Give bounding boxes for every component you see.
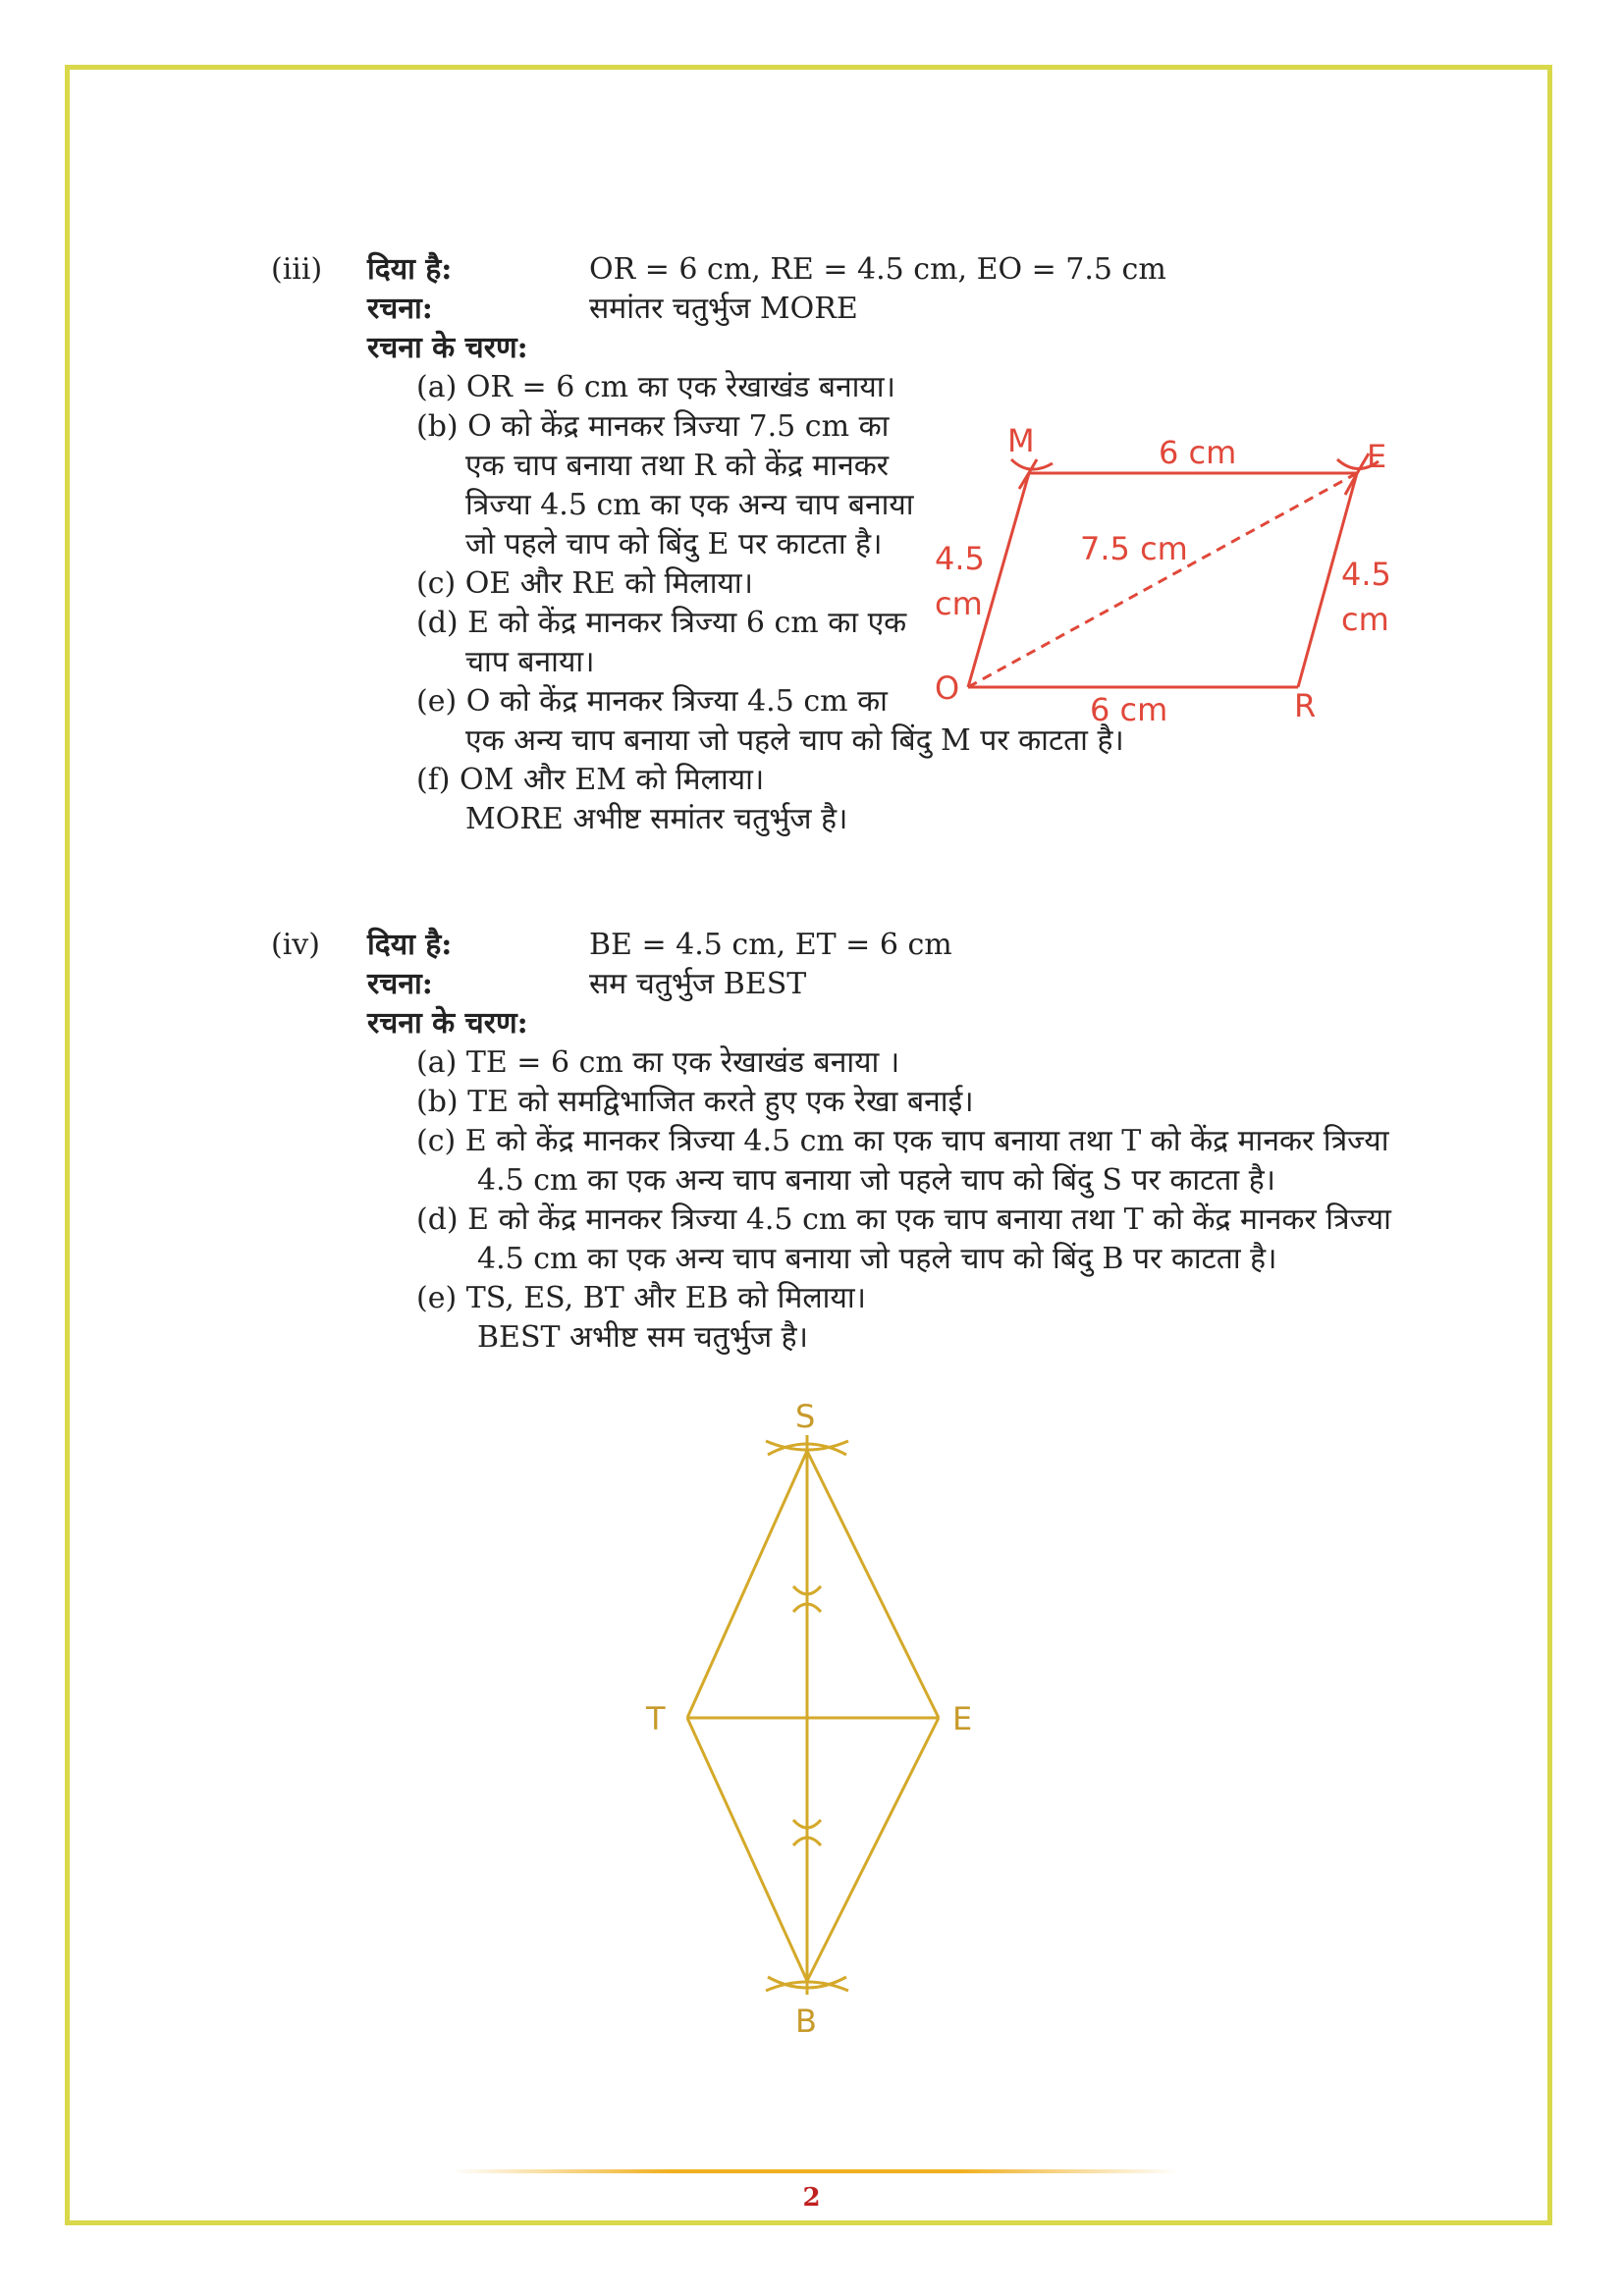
step-line: चाप बनाया। [465, 645, 595, 679]
side-eb [807, 1718, 939, 1981]
step-line: (d) E को केंद्र मानकर त्रिज्या 4.5 cm का एक चाप बनाया तथा T को केंद्र मानकर त्रिज्या [416, 1202, 1391, 1237]
side-es [807, 1451, 939, 1718]
step-line: (e) O को केंद्र मानकर त्रिज्या 4.5 cm का [416, 684, 888, 719]
vertex-label-m: M [1007, 422, 1035, 459]
step-line: 4.5 cm का एक अन्य चाप बनाया जो पहले चाप को बिंदु S पर काटता है। [477, 1163, 1275, 1198]
label-re-2: cm [1341, 601, 1389, 638]
parallelogram-more-figure [913, 412, 1424, 726]
label-om-2: cm [935, 585, 983, 622]
vertex-label-r: R [1294, 687, 1317, 724]
vertex-label-t: T [646, 1700, 666, 1737]
step-line: BEST अभीष्ट सम चतुर्भुज है। [477, 1320, 808, 1355]
given-label: दिया है: [367, 928, 453, 962]
label-re-1: 4.5 [1341, 556, 1391, 593]
vertex-label-e: E [952, 1700, 973, 1737]
construction-value: सम चतुर्भुज BEST [589, 967, 807, 1001]
construction-value: समांतर चतुर्भुज MORE [589, 292, 858, 326]
given-value: OR = 6 cm, RE = 4.5 cm, EO = 7.5 cm [589, 252, 1166, 287]
label-or: 6 cm [1090, 691, 1168, 728]
step-line: (c) E को केंद्र मानकर त्रिज्या 4.5 cm का एक चाप बनाया तथा T को केंद्र मानकर त्रिज्या [416, 1124, 1389, 1158]
step-line: (c) OE और RE को मिलाया। [416, 566, 754, 601]
vertex-label-e: E [1367, 438, 1387, 475]
step-line: (a) OR = 6 cm का एक रेखाखंड बनाया। [416, 370, 895, 404]
page-number: 2 [802, 2183, 821, 2213]
label-me: 6 cm [1159, 434, 1237, 471]
side-om [968, 473, 1029, 687]
step-line: (e) TS, ES, BT और EB को मिलाया। [416, 1281, 866, 1315]
footer-divider [452, 2169, 1178, 2173]
side-ts [687, 1451, 807, 1718]
part-number: (iii) [271, 252, 323, 287]
given-label: दिया है: [367, 252, 453, 287]
given-value: BE = 4.5 cm, ET = 6 cm [589, 928, 952, 962]
construction-label: रचना: [367, 967, 433, 1001]
step-line: MORE अभीष्ट समांतर चतुर्भुज है। [465, 802, 848, 836]
step-line: (b) TE को समद्विभाजित करते हुए एक रेखा बनाई। [416, 1085, 974, 1119]
step-line: (a) TE = 6 cm का एक रेखाखंड बनाया । [416, 1045, 900, 1080]
step-line: 4.5 cm का एक अन्य चाप बनाया जो पहले चाप को बिंदु B पर काटता है। [477, 1242, 1277, 1276]
step-line: (f) OM और EM को मिलाया। [416, 763, 765, 797]
step-line: (d) E को केंद्र मानकर त्रिज्या 6 cm का एक [416, 606, 907, 640]
rhombus-best-figure [628, 1394, 1001, 2052]
vertex-label-s: S [795, 1398, 816, 1435]
step-line: एक अन्य चाप बनाया जो पहले चाप को बिंदु M पर काटता है। [465, 723, 1124, 758]
diagonal-oe [968, 473, 1357, 687]
construction-label: रचना: [367, 292, 433, 326]
step-line: जो पहले चाप को बिंदु E पर काटता है। [465, 527, 883, 561]
steps-label: रचना के चरण: [367, 1006, 528, 1041]
label-om-1: 4.5 [935, 540, 985, 577]
step-line: एक चाप बनाया तथा R को केंद्र मानकर [465, 449, 890, 483]
vertex-label-b: B [795, 2002, 817, 2040]
step-line: (b) O को केंद्र मानकर त्रिज्या 7.5 cm का [416, 409, 890, 444]
vertex-label-o: O [935, 669, 960, 707]
label-oe: 7.5 cm [1080, 530, 1188, 567]
step-line: त्रिज्या 4.5 cm का एक अन्य चाप बनाया [465, 488, 914, 522]
part-number: (iv) [271, 928, 320, 962]
steps-label: रचना के चरण: [367, 331, 528, 365]
side-bt [687, 1718, 807, 1981]
